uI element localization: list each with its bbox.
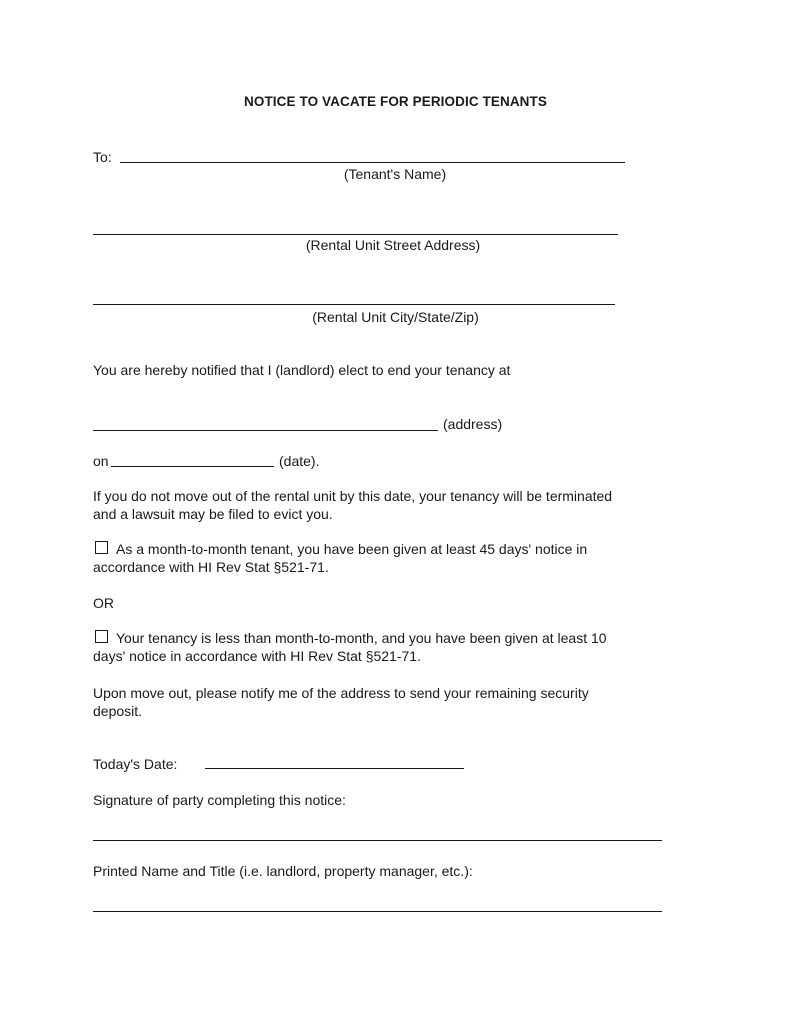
document-title: NOTICE TO VACATE FOR PERIODIC TENANTS <box>244 94 547 109</box>
city-state-zip-caption: (Rental Unit City/State/Zip) <box>312 309 479 325</box>
tenant-name-field[interactable] <box>120 162 625 163</box>
option-2-text-line-1: Your tenancy is less than month-to-month, and you have been given at least 10 <box>116 630 607 646</box>
option-1-text-line-2: accordance with HI Rev Stat §521-71. <box>93 559 329 575</box>
date-field[interactable] <box>111 466 274 467</box>
option-1-text-line-1: As a month-to-month tenant, you have been given at least 45 days' notice in <box>116 541 588 557</box>
warning-text-line-1: If you do not move out of the rental unit by this date, your tenancy will be terminated <box>93 488 613 504</box>
on-label: on <box>93 453 109 469</box>
or-label: OR <box>93 595 114 611</box>
month-to-month-checkbox[interactable] <box>95 541 108 554</box>
address-field[interactable] <box>93 430 438 431</box>
notice-intro-text: You are hereby notified that I (landlord) elect to end your tenancy at <box>93 362 511 378</box>
todays-date-label: Today's Date: <box>93 756 178 772</box>
street-address-caption: (Rental Unit Street Address) <box>305 237 481 253</box>
todays-date-field[interactable] <box>205 768 464 769</box>
to-label: To: <box>93 149 112 165</box>
deposit-text-line-2: deposit. <box>93 703 143 719</box>
address-caption: (address) <box>443 416 503 432</box>
street-address-field[interactable] <box>93 234 618 235</box>
printed-name-field[interactable] <box>93 911 662 912</box>
less-than-month-checkbox[interactable] <box>95 630 108 643</box>
deposit-text-line-1: Upon move out, please notify me of the address to send your remaining security <box>93 685 589 701</box>
warning-text-line-2: and a lawsuit may be filed to evict you. <box>93 506 333 522</box>
option-2-text-line-2: days' notice in accordance with HI Rev Stat §521-71. <box>93 648 421 664</box>
city-state-zip-field[interactable] <box>93 304 615 305</box>
date-caption: (date). <box>279 453 320 469</box>
signature-label: Signature of party completing this notice: <box>93 792 346 808</box>
tenant-name-caption: (Tenant's Name) <box>343 166 447 182</box>
signature-field[interactable] <box>93 840 662 841</box>
printed-name-label: Printed Name and Title (i.e. landlord, property manager, etc.): <box>93 863 473 879</box>
